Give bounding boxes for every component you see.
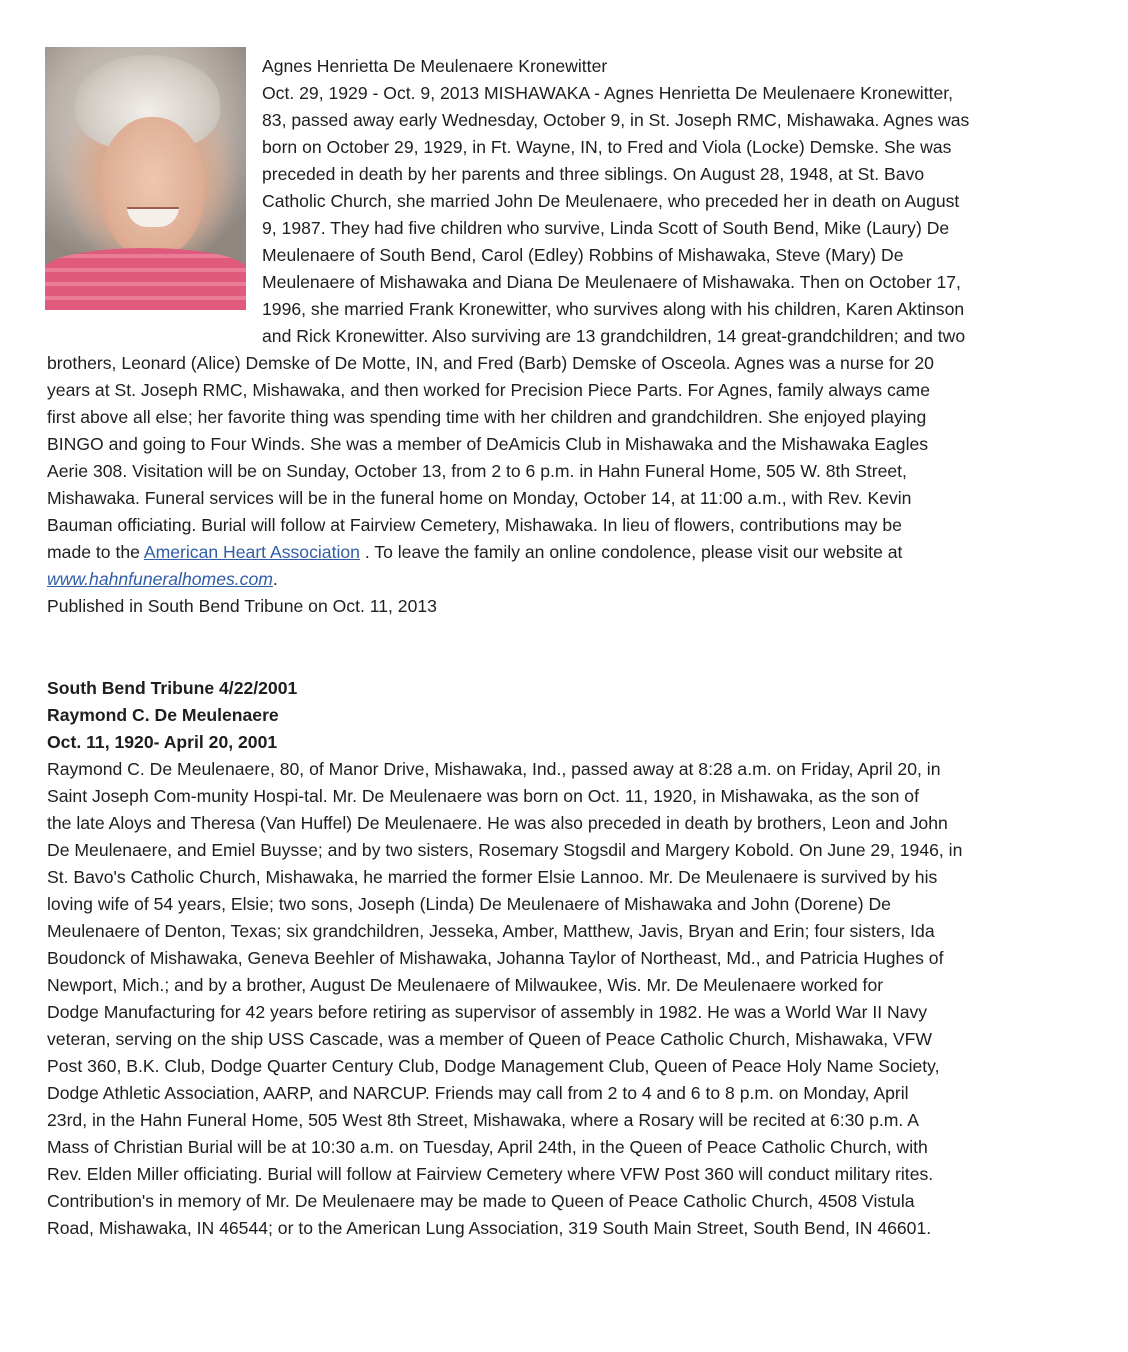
obituary-2-line: veteran, serving on the ship USS Cascade, was a member of Queen of Peace Catholic Church, Mishawaka, VFW (47, 1029, 932, 1049)
obituary-2-line: Raymond C. De Meulenaere, 80, of Manor Drive, Mishawaka, Ind., passed away at 8:28 a.m. on Friday, April 20, in (47, 759, 941, 779)
obituary-1-line: Bauman officiating. Burial will follow at Fairview Cemetery, Mishawaka. In lieu of flowers, contributions may be (47, 515, 902, 535)
obituary-2-line: Meulenaere of Denton, Texas; six grandchildren, Jesseka, Amber, Matthew, Javis, Bryan and Erin; four sisters, Ida (47, 921, 935, 941)
obituary-2-line: Dodge Athletic Association, AARP, and NARCUP. Friends may call from 2 to 4 and 6 to 8 p.m. on Monday, April (47, 1083, 909, 1103)
website-link-suffix: . (272, 569, 278, 589)
obituary-1-line: brothers, Leonard (Alice) Demske of De Motte, IN, and Fred (Barb) Demske of Osceola. Agnes was a nurse for 20 (47, 353, 934, 373)
obituary-1-line: 83, passed away early Wednesday, October 9, in St. Joseph RMC, Mishawaka. Agnes was (262, 110, 970, 130)
obituary-1-line: Catholic Church, she married John De Meulenaere, who preceded her in death on August (262, 191, 960, 211)
obituary-2-source: South Bend Tribune 4/22/2001 (47, 678, 298, 698)
obituary-1-line: and Rick Kronewitter. Also surviving are 13 grandchildren, 14 great-grandchildren; and two (262, 326, 966, 346)
american-heart-association-link[interactable]: American Heart Association (143, 542, 360, 562)
obituary-1-line: 1996, she married Frank Kronewitter, who survives along with his children, Karen Aktinson (262, 299, 965, 319)
obituary-2-line: the late Aloys and Theresa (Van Huffel) De Meulenaere. He was also preceded in death by brothers, Leon and John (47, 813, 948, 833)
published-note: Published in South Bend Tribune on Oct. 11, 2013 (47, 596, 437, 616)
obituary-2-line: 23rd, in the Hahn Funeral Home, 505 West 8th Street, Mishawaka, where a Rosary will be recited at 6:30 p.m. A (47, 1110, 919, 1130)
portrait-shirt (45, 248, 246, 310)
obituary-2-line: Saint Joseph Com-munity Hospi-tal. Mr. De Meulenaere was born on Oct. 11, 1920, in Mishawaka, as the son of (47, 786, 919, 806)
obituary-1-line: Meulenaere of South Bend, Carol (Edley) Robbins of Mishawaka, Steve (Mary) De (262, 245, 904, 265)
obituary-2-line: Newport, Mich.; and by a brother, August De Meulenaere of Milwaukee, Wis. Mr. De Meulenaere worked for (47, 975, 884, 995)
obituary-2-line: Dodge Manufacturing for 42 years before retiring as supervisor of assembly in 1982. He was a World War II Navy (47, 1002, 928, 1022)
made-to-suffix: . To leave the family an online condolence, please visit our website at (359, 542, 903, 562)
obituary-2-line: loving wife of 54 years, Elsie; two sons, Joseph (Linda) De Meulenaere of Mishawaka and John (Dorene) De (47, 894, 891, 914)
obituary-1-line: first above all else; her favorite thing was spending time with her children and grandchildren. She enjoyed playing (47, 407, 927, 427)
obituary-1-line: preceded in death by her parents and three siblings. On August 28, 1948, at St. Bavo (262, 164, 925, 184)
obituary-2-line: Road, Mishawaka, IN 46544; or to the American Lung Association, 319 South Main Street, South Bend, IN 46601. (47, 1218, 932, 1238)
website-link-line (47, 566, 278, 593)
portrait-photo (45, 47, 246, 310)
obituary-2-line: Boudonck of Mishawaka, Geneva Beehler of Mishawaka, Johanna Taylor of Northeast, Md., and Patricia Hughes of (47, 948, 944, 968)
obituary-2-line: St. Bavo's Catholic Church, Mishawaka, he married the former Elsie Lannoo. Mr. De Meulenaere is survived by his (47, 867, 938, 887)
obituary-1-line: BINGO and going to Four Winds. She was a member of DeAmicis Club in Mishawaka and the Mishawaka Eagles (47, 434, 929, 454)
obituary-1-line: Oct. 29, 1929 - Oct. 9, 2013 MISHAWAKA - Agnes Henrietta De Meulenaere Kronewitter, (262, 83, 954, 103)
obituary-2-line: Post 360, B.K. Club, Dodge Quarter Century Club, Dodge Management Club, Queen of Peace Holy Name Society, (47, 1056, 940, 1076)
obituary-2-line: Rev. Elden Miller officiating. Burial will follow at Fairview Cemetery where VFW Post 360 will conduct military rites. (47, 1164, 934, 1184)
obituary-1-line: years at St. Joseph RMC, Mishawaka, and then worked for Precision Piece Parts. For Agnes, family always came (47, 380, 930, 400)
obituary-2-line: Contribution's in memory of Mr. De Meulenaere may be made to Queen of Peace Catholic Church, 4508 Vistula (47, 1191, 915, 1211)
portrait-face (100, 117, 205, 257)
obituary-1-link-line (47, 539, 902, 566)
obituary-2-dates: Oct. 11, 1920- April 20, 2001 (47, 732, 278, 752)
obituary-1-line: Meulenaere of Mishawaka and Diana De Meulenaere of Mishawaka. Then on October 17, (262, 272, 961, 292)
obituary-1-line: 9, 1987. They had five children who survive, Linda Scott of South Bend, Mike (Laury) De (262, 218, 950, 238)
obituary-2-name: Raymond C. De Meulenaere (47, 705, 279, 725)
obituary-2-line: Mass of Christian Burial will be at 10:30 a.m. on Tuesday, April 24th, in the Queen of Peace Catholic Church, with (47, 1137, 928, 1157)
obituary-1-name: Agnes Henrietta De Meulenaere Kronewitter (262, 56, 608, 76)
obituary-1-line: Mishawaka. Funeral services will be in the funeral home on Monday, October 14, at 11:00 a.m., with Rev. Kevin (47, 488, 912, 508)
funeral-home-website-link[interactable]: www.hahnfuneralhomes.com (47, 569, 273, 589)
obituary-1-line: born on October 29, 1929, in Ft. Wayne, IN, to Fred and Viola (Locke) Demske. She was (262, 137, 952, 157)
made-to-prefix: made to the (47, 542, 144, 562)
obituary-2-line: De Meulenaere, and Emiel Buysse; and by two sisters, Rosemary Stogsdil and Margery Kobold. On June 29, 1946, in (47, 840, 963, 860)
obituary-1-line: Aerie 308. Visitation will be on Sunday, October 13, from 2 to 6 p.m. in Hahn Funeral Home, 505 W. 8th Street, (47, 461, 907, 481)
